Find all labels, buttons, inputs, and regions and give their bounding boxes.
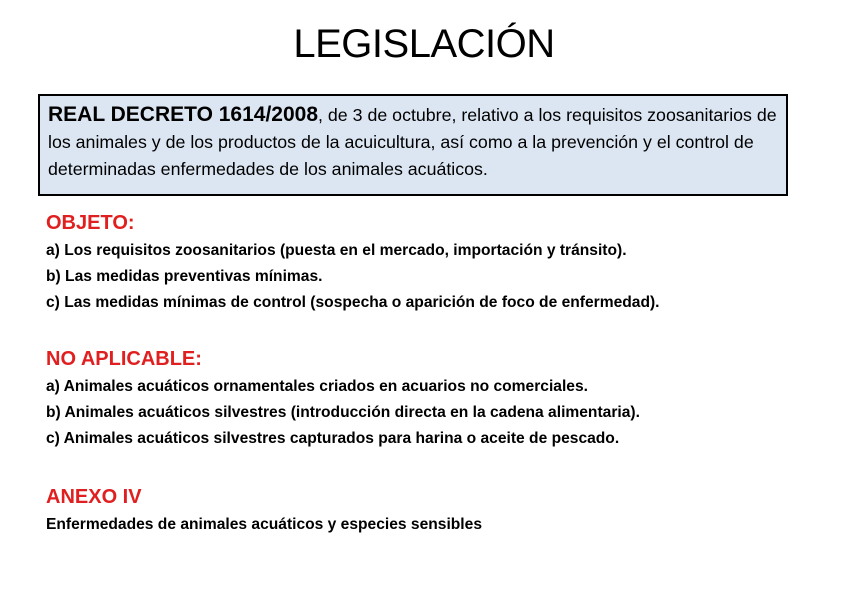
section-no-aplicable xyxy=(46,346,836,452)
no-aplicable-item-c: c) Animales acuáticos silvestres capturados para harina o aceite de pescado. xyxy=(46,430,620,447)
section-anexo xyxy=(46,484,836,538)
decree-name: REAL DECRETO 1614/2008 xyxy=(48,103,319,126)
decree-box xyxy=(38,94,788,196)
decree-description: , de 3 de octubre, relativo a los requisitos zoosanitarios de los animales y de los productos de la acuicultura, así como a la prevención y el control de determinadas enfermedades de los animales acuáticos. xyxy=(48,105,777,179)
section-objeto xyxy=(46,210,836,316)
anexo-item: Enfermedades de animales acuáticos y especies sensibles xyxy=(46,516,482,533)
no-aplicable-item-b: b) Animales acuáticos silvestres (introducción directa en la cadena alimentaria). xyxy=(46,404,640,421)
objeto-item-a: a) Los requisitos zoosanitarios (puesta en el mercado, importación y tránsito). xyxy=(46,242,627,259)
no-aplicable-list xyxy=(46,374,836,452)
section-heading-anexo: ANEXO IV xyxy=(46,486,142,508)
objeto-item-b: b) Las medidas preventivas mínimas. xyxy=(46,268,323,285)
objeto-item-c: c) Las medidas mínimas de control (sospecha o aparición de foco de enfermedad). xyxy=(46,294,660,311)
slide-title: LEGISLACIÓN xyxy=(293,22,555,66)
no-aplicable-item-a: a) Animales acuáticos ornamentales criados en acuarios no comerciales. xyxy=(46,378,588,395)
objeto-list xyxy=(46,238,836,316)
anexo-list xyxy=(46,512,836,538)
section-heading-objeto: OBJETO: xyxy=(46,212,135,234)
section-heading-no-aplicable: NO APLICABLE: xyxy=(46,348,202,370)
